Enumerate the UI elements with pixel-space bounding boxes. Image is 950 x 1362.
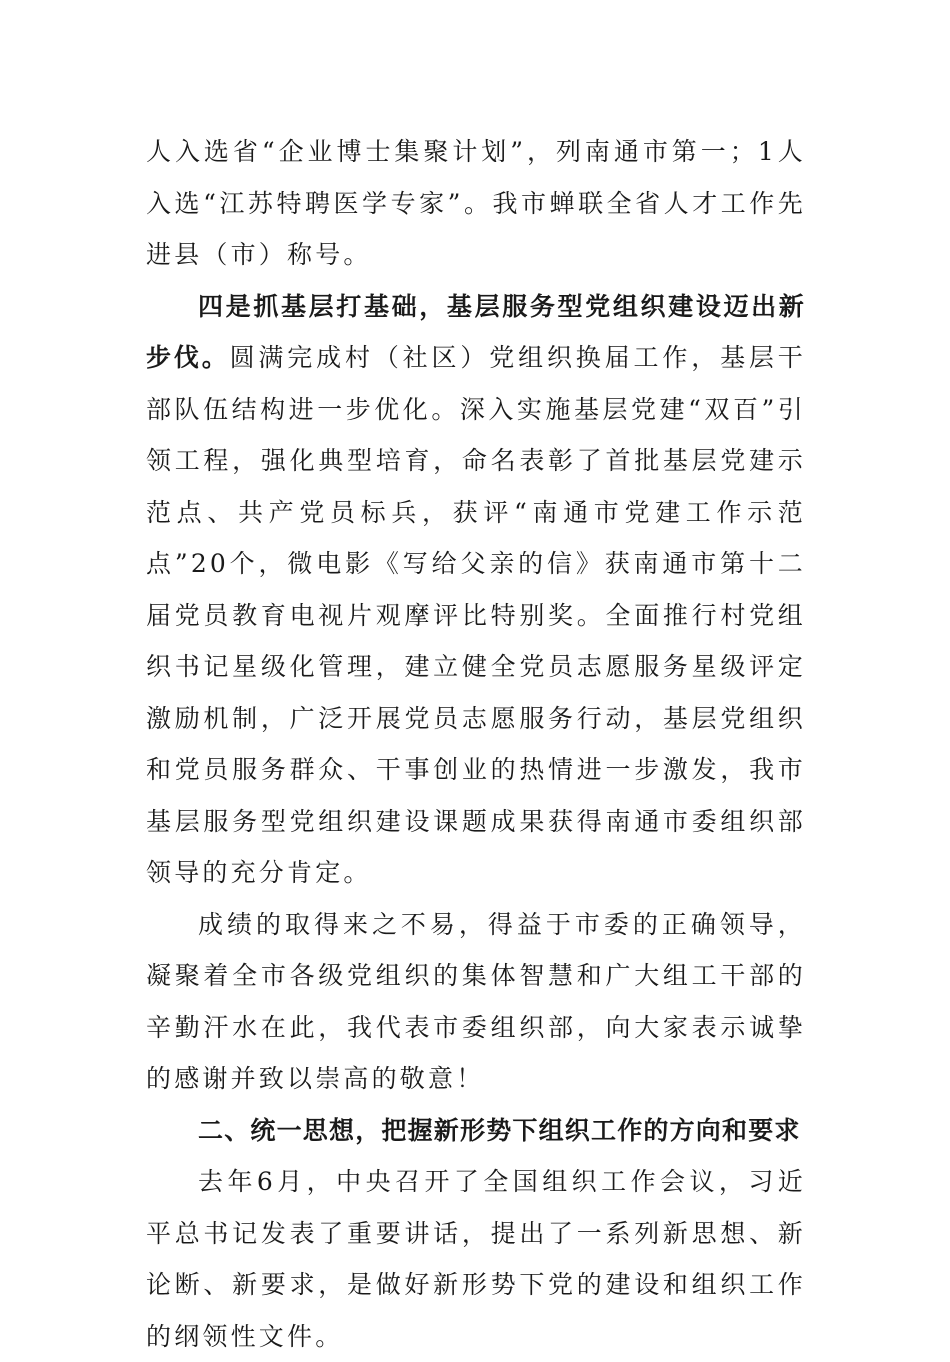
section-heading: 二、统一思想，把握新形势下组织工作的方向和要求: [198, 1115, 801, 1145]
paragraph-national-conference: [146, 1156, 806, 1362]
paragraph-lead-sentence: 四是抓基层打基础，基层服务型党组织建设迈出新步伐。: [146, 291, 806, 372]
paragraph-achievements-thanks: [146, 899, 806, 1105]
paragraph-text: 成绩的取得来之不易，得益于市委的正确领导，凝聚着全市各级党组织的集体智慧和广大组工干部的辛勤汗水在此，我代表市委组织部，向大家表示诚挚的感谢并致以崇高的敬意！: [146, 909, 806, 1093]
paragraph-talent-continued: [146, 126, 806, 281]
paragraph-text: 人入选省“企业博士集聚计划”，列南通市第一；1人入选“江苏特聘医学专家”。我市蝉联全省人才工作先进县（市）称号。: [146, 137, 806, 269]
paragraph-text: 去年6月，中央召开了全国组织工作会议，习近平总书记发表了重要讲话，提出了一系列新思想、新论断、新要求，是做好新形势下党的建设和组织工作的纲领性文件。: [146, 1167, 806, 1351]
paragraph-grassroots: [146, 281, 806, 899]
paragraph-text: 圆满完成村（社区）党组织换届工作，基层干部队伍结构进一步优化。深入实施基层党建“双百”引领工程，强化典型培育，命名表彰了首批基层党建示范点、共产党员标兵，获评“南通市党建工作示范点”20个，微电影《写给父亲的信》获南通市第十二届党员教育电视片观摩评比特别奖。全面推行村党组织书记星级化管理，建立健全党员志愿服务星级评定激励机制，广泛开展党员志愿服务行动，基层党组织和党员服务群众、干事创业的热情进一步激发，我市基层服务型党组织建设课题成果获得南通市委组织部领导的充分肯定。: [146, 343, 806, 887]
document-page: [146, 126, 806, 1362]
